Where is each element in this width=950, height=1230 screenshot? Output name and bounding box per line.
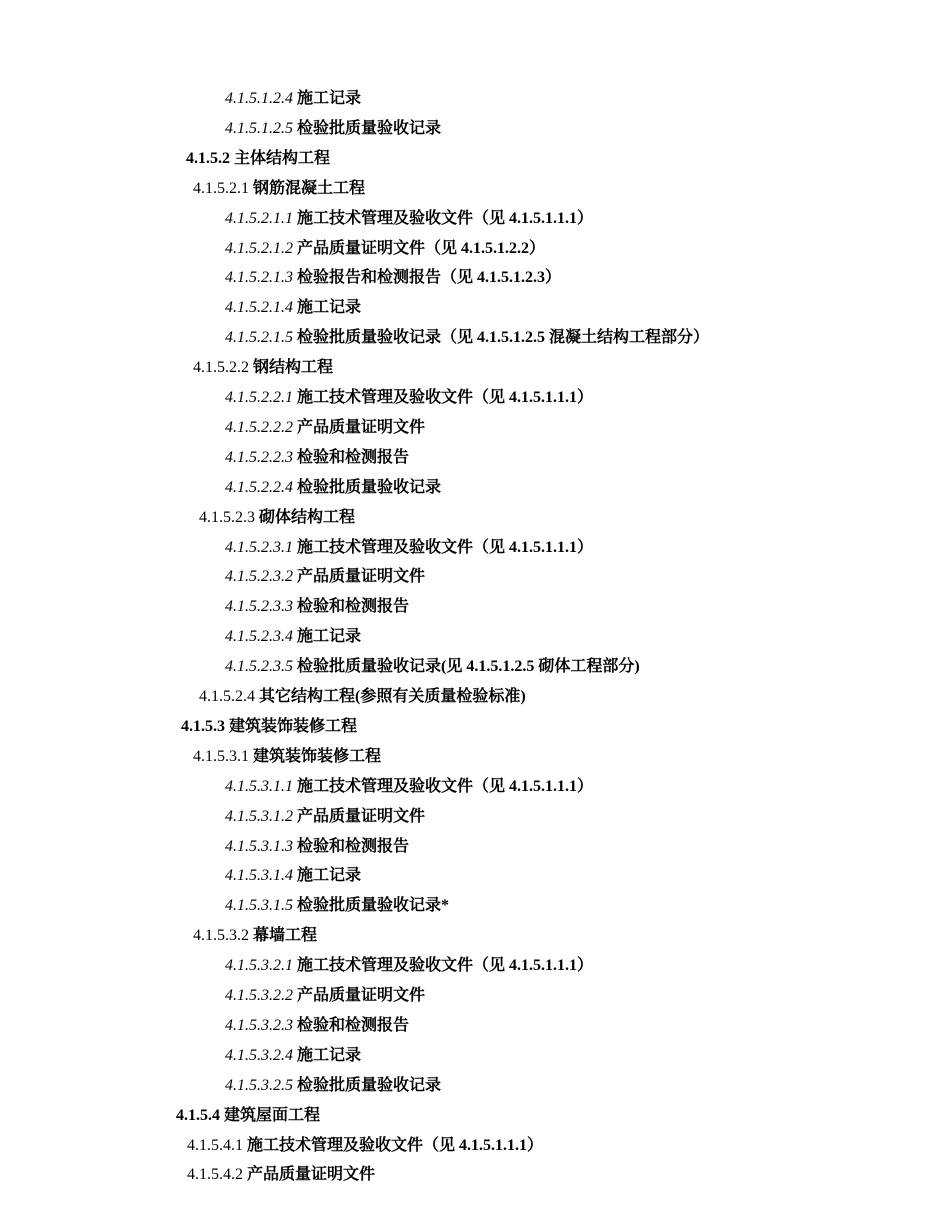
entry-title: 施工技术管理及验收文件（见 4.1.5.1.1.1） — [297, 777, 594, 795]
entry-title: 施工技术管理及验收文件（见 4.1.5.1.1.1） — [297, 538, 594, 556]
toc-entry — [199, 685, 526, 709]
entry-number: 4.1.5.2.1.1 — [225, 209, 293, 227]
toc-entry — [225, 1014, 409, 1038]
toc-entry — [225, 805, 425, 829]
toc-entry — [225, 625, 361, 649]
entry-number: 4.1.5.2.1.3 — [225, 269, 293, 287]
entry-number: 4.1.5.3.1.2 — [225, 807, 293, 825]
toc-entry — [225, 117, 441, 141]
entry-title: 建筑屋面工程 — [224, 1106, 321, 1124]
toc-entry — [225, 864, 361, 888]
toc-entry — [225, 237, 545, 261]
toc-entry — [225, 894, 449, 918]
toc-entry — [225, 595, 409, 619]
entry-title: 检验报告和检测报告（见 4.1.5.1.2.3） — [297, 269, 562, 287]
entry-title: 建筑装饰装修工程 — [253, 747, 382, 765]
entry-title: 主体结构工程 — [234, 149, 331, 167]
entry-title: 产品质量证明文件 — [297, 568, 426, 586]
entry-title: 建筑装饰装修工程 — [229, 717, 358, 735]
entry-title: 施工技术管理及验收文件（见 4.1.5.1.1.1） — [297, 957, 594, 975]
entry-number: 4.1.5.3.2.2 — [225, 987, 293, 1004]
toc-entry — [225, 984, 425, 1008]
entry-title: 施工技术管理及验收文件（见 4.1.5.1.1.1） — [297, 389, 594, 406]
entry-title: 施工技术管理及验收文件（见 4.1.5.1.1.1） — [297, 209, 594, 227]
entry-title: 钢结构工程 — [253, 359, 334, 377]
entry-title: 检验和检测报告 — [297, 448, 410, 466]
entry-number: 4.1.5.2.3.1 — [225, 538, 293, 556]
toc-entry — [225, 87, 361, 111]
toc-entry — [225, 446, 409, 470]
entry-title: 产品质量证明文件 — [297, 418, 426, 436]
entry-title: 检验和检测报告 — [297, 1016, 410, 1034]
entry-number: 4.1.5.3.2.5 — [225, 1076, 293, 1094]
entry-number: 4.1.5.2.2.3 — [225, 448, 293, 466]
entry-number: 4.1.5.4.2 — [187, 1166, 243, 1184]
toc-entry — [176, 1104, 320, 1128]
entry-title: 砌体结构工程 — [259, 508, 356, 526]
toc-entry — [225, 386, 593, 410]
entry-title: 检验和检测报告 — [297, 598, 410, 616]
entry-number: 4.1.5.2.1.2 — [225, 239, 293, 257]
entry-number: 4.1.5.2.1.4 — [225, 299, 293, 317]
entry-title: 检验和检测报告 — [297, 837, 410, 855]
entry-title: 产品质量证明文件（见 4.1.5.1.2.2） — [297, 239, 546, 257]
toc-entry — [225, 416, 425, 440]
entry-number: 4.1.5.1.2.5 — [225, 119, 293, 137]
toc-entry — [225, 207, 593, 231]
toc-entry — [193, 177, 365, 201]
entry-title: 其它结构工程(参照有关质量检验标准) — [259, 688, 526, 705]
entry-number: 4.1.5.4.1 — [187, 1136, 243, 1154]
entry-title: 检验批质量验收记录* — [297, 897, 450, 915]
entry-title: 产品质量证明文件 — [297, 987, 426, 1004]
toc-entry — [225, 565, 425, 589]
toc-entry — [225, 775, 593, 799]
entry-number: 4.1.5.2.3 — [199, 508, 255, 526]
toc-entry — [193, 356, 333, 380]
toc-entry — [225, 326, 709, 350]
toc-entry — [225, 296, 361, 320]
entry-title: 幕墙工程 — [253, 927, 318, 945]
toc-entry — [187, 1134, 543, 1158]
toc-entry — [225, 1044, 361, 1068]
toc-entry — [193, 745, 381, 769]
toc-entry — [225, 1074, 441, 1098]
entry-title: 施工记录 — [297, 299, 362, 317]
entry-title: 施工记录 — [297, 867, 362, 885]
entry-title: 施工记录 — [297, 1046, 362, 1064]
toc-entry — [181, 715, 357, 739]
toc-entry — [225, 266, 561, 290]
entry-number: 4.1.5.3.1.1 — [225, 777, 293, 795]
toc-entry — [225, 655, 640, 679]
entry-number: 4.1.5.4 — [176, 1106, 220, 1124]
entry-title: 施工记录 — [297, 90, 362, 107]
entry-number: 4.1.5.3.1.5 — [225, 897, 293, 915]
entry-number: 4.1.5.2.2 — [193, 359, 249, 377]
toc-entry — [225, 835, 409, 859]
entry-title: 产品质量证明文件 — [247, 1166, 376, 1184]
toc-entry — [225, 954, 593, 978]
entry-number: 4.1.5.2.2.1 — [225, 389, 293, 406]
entry-number: 4.1.5.2.3.5 — [225, 658, 293, 676]
entry-number: 4.1.5.2.1 — [193, 179, 249, 197]
toc-entry — [193, 924, 317, 948]
entry-number: 4.1.5.3.2.4 — [225, 1046, 293, 1064]
entry-title: 施工技术管理及验收文件（见 4.1.5.1.1.1） — [247, 1136, 544, 1154]
entry-number: 4.1.5.2.3.3 — [225, 598, 293, 616]
entry-number: 4.1.5.3 — [181, 717, 225, 735]
entry-title: 产品质量证明文件 — [297, 807, 426, 825]
entry-title: 检验批质量验收记录 — [297, 478, 442, 496]
entry-number: 4.1.5.2.4 — [199, 688, 255, 705]
toc-entry — [225, 536, 593, 560]
entry-number: 4.1.5.2.3.2 — [225, 568, 293, 586]
entry-title: 检验批质量验收记录 — [297, 119, 442, 137]
toc-entry — [225, 476, 441, 500]
entry-number: 4.1.5.3.2.1 — [225, 957, 293, 975]
entry-number: 4.1.5.1.2.4 — [225, 90, 293, 107]
entry-number: 4.1.5.2.2.2 — [225, 418, 293, 436]
entry-title: 检验批质量验收记录 — [297, 1076, 442, 1094]
entry-number: 4.1.5.3.1 — [193, 747, 249, 765]
entry-number: 4.1.5.2.2.4 — [225, 478, 293, 496]
entry-number: 4.1.5.2.1.5 — [225, 329, 293, 347]
entry-title: 施工记录 — [297, 628, 362, 646]
entry-number: 4.1.5.2.3.4 — [225, 628, 293, 646]
entry-number: 4.1.5.3.1.4 — [225, 867, 293, 885]
entry-number: 4.1.5.3.1.3 — [225, 837, 293, 855]
entry-number: 4.1.5.2 — [186, 149, 230, 167]
entry-title: 检验批质量验收记录（见 4.1.5.1.2.5 混凝土结构工程部分） — [297, 329, 710, 347]
entry-title: 检验批质量验收记录(见 4.1.5.1.2.5 砌体工程部分) — [297, 658, 640, 676]
toc-entry — [199, 506, 355, 530]
toc-entry — [186, 147, 330, 171]
entry-number: 4.1.5.3.2 — [193, 927, 249, 945]
entry-title: 钢筋混凝土工程 — [253, 179, 366, 197]
entry-number: 4.1.5.3.2.3 — [225, 1016, 293, 1034]
toc-entry — [187, 1163, 375, 1187]
